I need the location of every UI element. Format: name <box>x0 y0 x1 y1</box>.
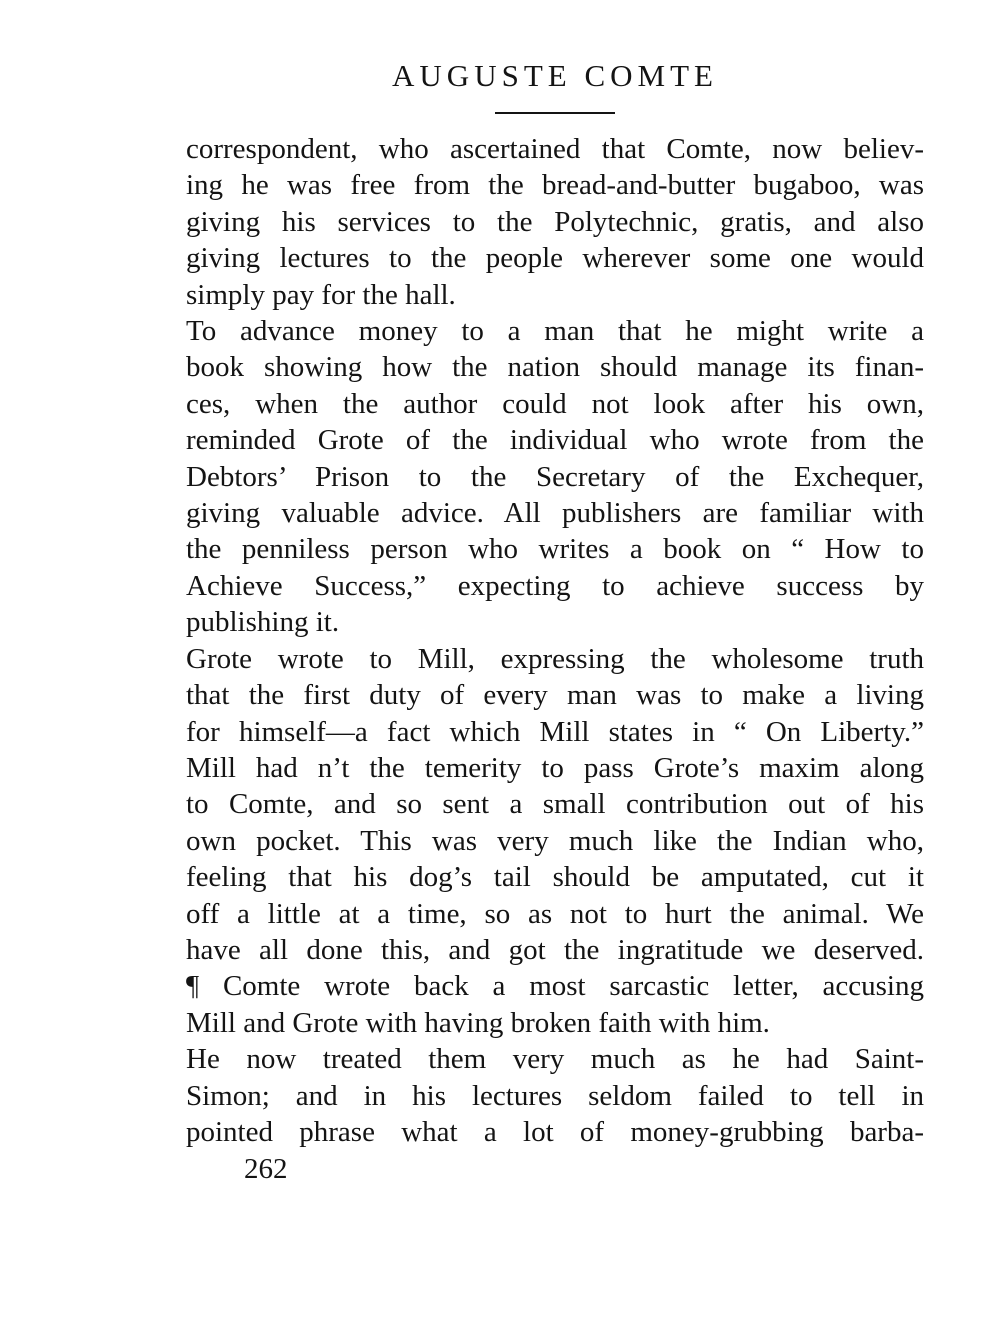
text-line: have all done this, and got the ingratitude we deserved. <box>186 933 924 966</box>
text-line: book showing how the nation should manage its finan- <box>186 351 924 384</box>
text-line: to Comte, and so sent a small contribution out of his <box>186 788 924 821</box>
text-line: Mill and Grote with having broken faith with him. <box>186 1006 770 1039</box>
paragraph-2 <box>186 313 924 641</box>
paragraph-1 <box>186 131 924 313</box>
text-line: Simon; and in his lectures seldom failed to tell in <box>186 1079 924 1112</box>
text-line: He now treated them very much as he had Saint- <box>186 1043 924 1076</box>
text-line: off a little at a time, so as not to hurt the animal. We <box>186 897 924 930</box>
text-line: ces, when the author could not look after his own, <box>186 387 924 420</box>
text-line: Achieve Success,” expecting to achieve success by <box>186 569 924 602</box>
text-line: Mill had n’t the temerity to pass Grote’s maxim along <box>186 751 924 784</box>
text-line: reminded Grote of the individual who wrote from the <box>186 424 924 457</box>
text-line: correspondent, who ascertained that Comte, now believ- <box>186 133 924 165</box>
text-line: for himself—a fact which Mill states in “ On Liberty.” <box>186 715 924 748</box>
text-line: ¶ Comte wrote back a most sarcastic letter, accusing <box>186 970 924 1003</box>
text-line: that the first duty of every man was to make a living <box>186 679 924 712</box>
running-head: AUGUSTE COMTE <box>392 58 718 93</box>
body-text <box>186 131 924 1150</box>
text-line: giving lectures to the people wherever some one would <box>186 242 924 275</box>
head-rule <box>495 112 615 114</box>
text-line: the penniless person who writes a book on “ How to <box>186 533 924 566</box>
text-line: giving valuable advice. All publishers are familiar with <box>186 497 924 530</box>
paragraph-3 <box>186 641 924 1041</box>
text-line: Grote wrote to Mill, expressing the wholesome truth <box>186 642 924 675</box>
paragraph-4 <box>186 1041 924 1150</box>
text-line: ing he was free from the bread-and-butter bugaboo, was <box>186 169 924 202</box>
text-line: simply pay for the hall. <box>186 278 456 311</box>
text-line: publishing it. <box>186 606 340 639</box>
text-line: To advance money to a man that he might write a <box>186 315 924 348</box>
text-line: giving his services to the Polytechnic, gratis, and also <box>186 205 924 238</box>
text-line: pointed phrase what a lot of money-grubbing barba- <box>186 1115 924 1148</box>
text-line: own pocket. This was very much like the Indian who, <box>186 824 924 857</box>
text-line: Debtors’ Prison to the Secretary of the Exchequer, <box>186 460 924 493</box>
page-number: 262 <box>244 1153 288 1185</box>
text-line: feeling that his dog’s tail should be amputated, cut it <box>186 861 924 894</box>
